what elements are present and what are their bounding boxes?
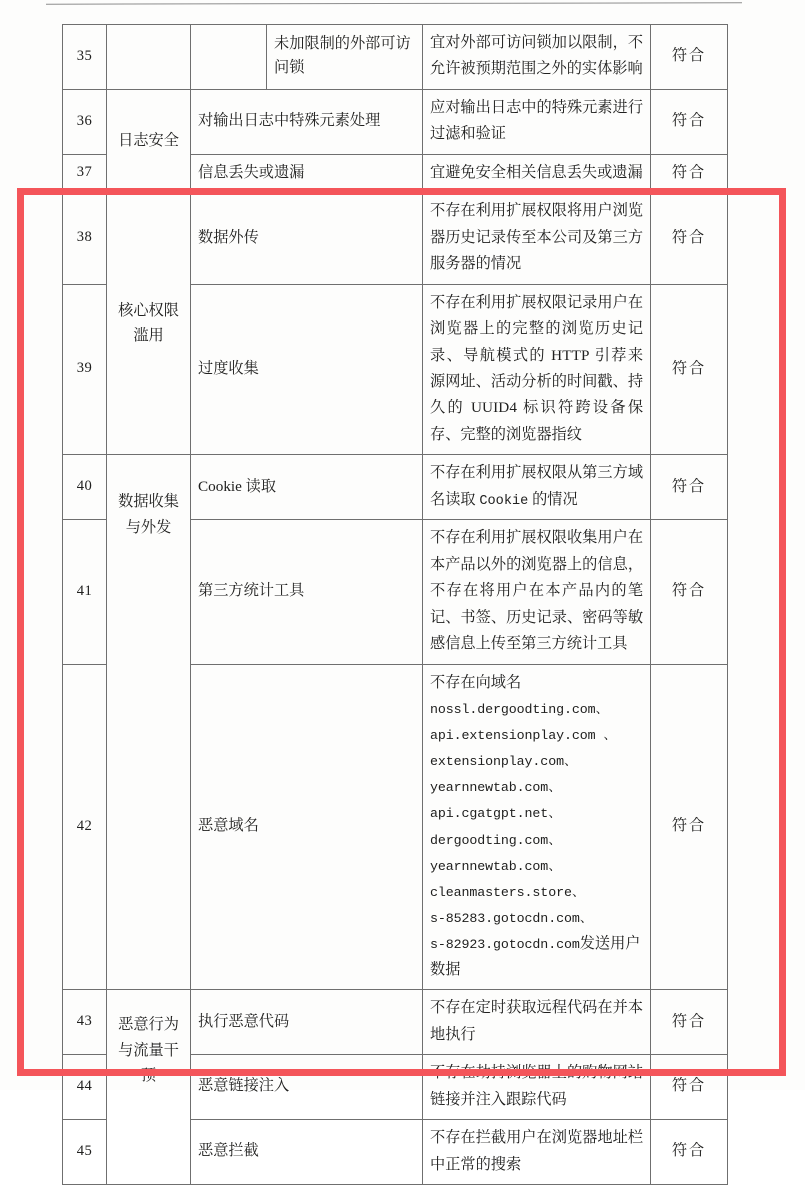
row-index: 39 — [63, 284, 107, 455]
row-item: 第三方统计工具 — [191, 520, 423, 664]
row-item: 过度收集 — [191, 284, 423, 455]
desc-part-latin: Cookie — [479, 493, 529, 509]
row-result: 符合 — [651, 89, 728, 154]
domain-entry: yearnnewtab.com、 — [430, 858, 562, 874]
domain-entry: api.extensionplay.com 、 — [430, 727, 617, 743]
row-result: 符合 — [651, 990, 728, 1055]
row-index: 41 — [63, 520, 107, 664]
row-item: 恶意域名 — [191, 664, 423, 990]
domain-entry: dergoodting.com、 — [430, 832, 562, 848]
table-row — [63, 25, 728, 90]
row-description: 不存在劫持浏览器上的购物网站链接并注入跟踪代码 — [423, 1055, 651, 1120]
row-item: 恶意链接注入 — [191, 1055, 423, 1120]
malicious-domain-list — [430, 670, 643, 984]
row-description: 不存在拦截用户在浏览器地址栏中正常的搜索 — [423, 1120, 651, 1185]
domain-entry: cleanmasters.store、 — [430, 884, 586, 900]
domain-entry: api.cgatgpt.net、 — [430, 806, 562, 822]
desc-part: 不存在利用扩展权限记录用户在浏览器上的完整的浏览历史记录、导航模式的 — [430, 293, 643, 364]
row-result: 符合 — [651, 25, 728, 90]
audit-table — [62, 24, 728, 1185]
row-description: 宜避免安全相关信息丢失或遗漏 — [423, 154, 651, 192]
table-row — [63, 193, 728, 284]
row-description: 应对输出日志中的特殊元素进行过滤和验证 — [423, 89, 651, 154]
desc-lead: 不存在向域名 — [430, 673, 522, 691]
row-subcategory — [191, 25, 267, 90]
audit-table-container — [62, 24, 727, 1185]
row-result: 符合 — [651, 154, 728, 192]
row-category: 日志安全 — [107, 89, 191, 192]
row-item: 恶意拦截 — [191, 1120, 423, 1185]
domain-entry: s-85283.gotocdn.com、 — [430, 910, 593, 926]
row-index: 35 — [63, 25, 107, 90]
row-description — [423, 455, 651, 520]
row-index: 42 — [63, 664, 107, 990]
row-description: 不存在定时获取远程代码在并本地执行 — [423, 990, 651, 1055]
row-index: 44 — [63, 1055, 107, 1120]
row-item: 数据外传 — [191, 193, 423, 284]
row-result: 符合 — [651, 284, 728, 455]
domain-entry: s-82923.gotocdn.com — [430, 937, 580, 953]
table-row — [63, 990, 728, 1055]
row-description — [423, 664, 651, 990]
domain-entry: extensionplay.com、 — [430, 754, 578, 770]
table-row — [63, 89, 728, 154]
row-description: 宜对外部可访问锁加以限制，不允许被预期范围之外的实体影响 — [423, 25, 651, 90]
row-index: 43 — [63, 990, 107, 1055]
row-result: 符合 — [651, 664, 728, 990]
row-category: 数据收集与外发 — [107, 455, 191, 990]
row-category — [107, 25, 191, 90]
row-result: 符合 — [651, 520, 728, 664]
desc-part: 不存在利用扩展权限从第三方域名读取 — [430, 464, 643, 508]
row-description — [423, 284, 651, 455]
row-item: 对输出日志中特殊元素处理 — [191, 89, 423, 154]
row-description: 不存在利用扩展权限将用户浏览器历史记录传至本公司及第三方服务器的情况 — [423, 193, 651, 284]
row-index: 37 — [63, 154, 107, 192]
table-row — [63, 455, 728, 520]
row-index: 45 — [63, 1120, 107, 1185]
row-category: 恶意行为与流量干预 — [107, 990, 191, 1185]
desc-part: 标识符跨设备保存、完整的浏览器指纹 — [430, 399, 643, 443]
desc-part-latin: HTTP — [551, 346, 590, 364]
row-index: 36 — [63, 89, 107, 154]
desc-part: 引荐来源网址、活动分析的时间戳、持久的 — [430, 346, 644, 417]
row-index: 38 — [63, 193, 107, 284]
row-index: 40 — [63, 455, 107, 520]
row-result: 符合 — [651, 1055, 728, 1120]
row-result: 符合 — [651, 455, 728, 520]
row-category: 核心权限滥用 — [107, 193, 191, 455]
desc-part: 的情况 — [528, 490, 578, 508]
row-item: Cookie 读取 — [191, 455, 423, 520]
row-item: 信息丢失或遗漏 — [191, 154, 423, 192]
desc-part-latin: UUID4 — [470, 399, 518, 417]
row-item: 执行恶意代码 — [191, 990, 423, 1055]
row-result: 符合 — [651, 1120, 728, 1185]
domain-entry: nossl.dergoodting.com、 — [430, 701, 609, 717]
row-description: 不存在利用扩展权限收集用户在本产品以外的浏览器上的信息，不存在将用户在本产品内的笔记、书签、历史记录、密码等敏感信息上传至第三方统计工具 — [423, 520, 651, 664]
desc-tail: 发送用户数据 — [430, 935, 641, 979]
row-item: 未加限制的外部可访问锁 — [267, 25, 423, 90]
domain-entry: yearnnewtab.com、 — [430, 780, 562, 796]
page-top-rule — [46, 2, 742, 4]
row-result: 符合 — [651, 193, 728, 284]
